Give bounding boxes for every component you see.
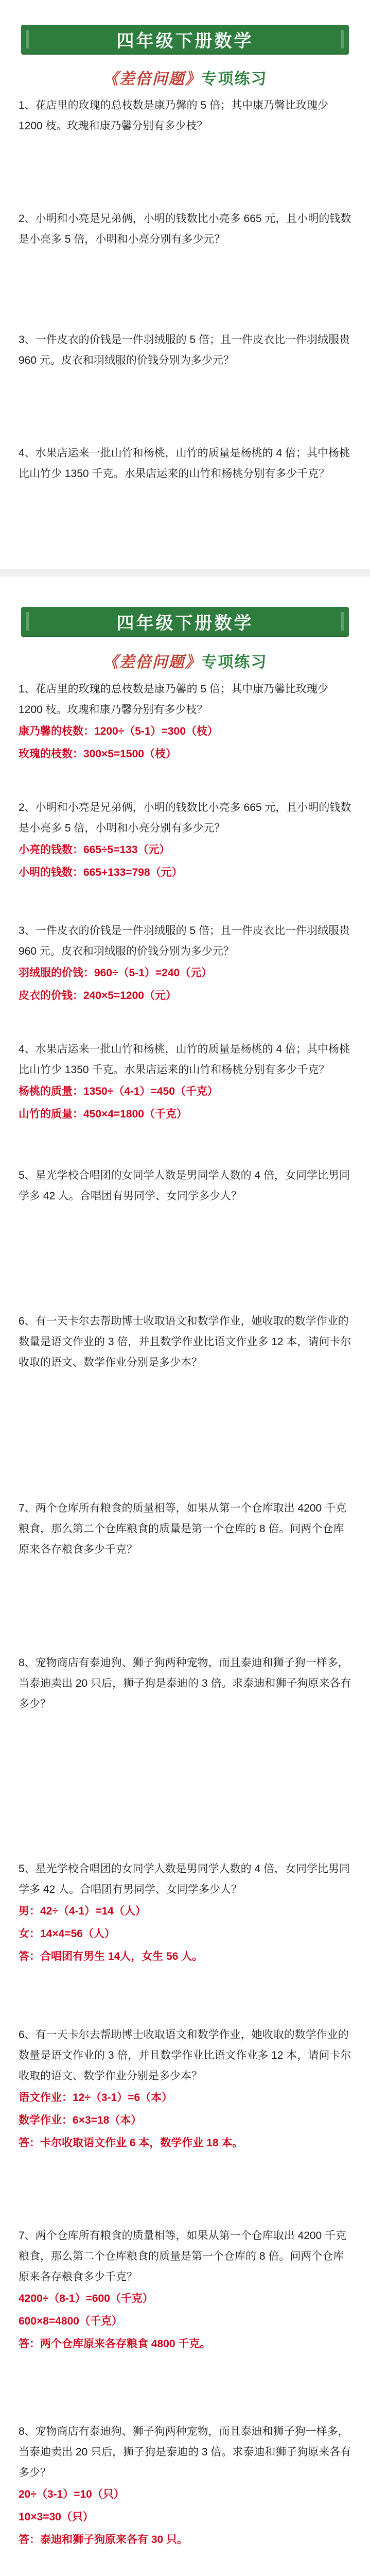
problem-text: 6、有一天卡尔去帮助博士收取语文和数学作业，她收取的数学作业的数量是语文作业的 3 倍，并且数学作业比语文作业多 12 本，请问卡尔收取的语文、数学作业分别是多少本？ bbox=[19, 1315, 351, 1368]
sheet1-subtitle-topic: 《差倍问题》 bbox=[102, 71, 202, 88]
problem-text: 3、一件皮衣的价钱是一件羽绒服的 5 倍；且一件皮衣比一件羽绒服贵 960 元。皮衣和羽绒服的价钱分别为多少元？ bbox=[19, 334, 350, 366]
extra-problem-8 bbox=[19, 1653, 353, 1715]
answer-line: 答：合唱团有男生 14人，女生 56 人。 bbox=[19, 1951, 203, 1962]
sheet1-problem-2 bbox=[19, 209, 353, 250]
extra-problem-6 bbox=[19, 1311, 353, 1373]
extra-problem-5 bbox=[19, 1165, 353, 1207]
answer-line: 20÷（3-1）=10（只） bbox=[19, 2488, 125, 2500]
sheet1-problem-1 bbox=[19, 95, 353, 137]
answer-line: 语文作业：12÷（3-1）=6（本） bbox=[19, 2092, 173, 2104]
problem-text: 5、星光学校合唱团的女同学人数是男同学人数的 4 倍，女同学比男同学多 42 人。合唱团有男同学、女同学多少人？ bbox=[19, 1170, 350, 1202]
problem-text: 2、小明和小亮是兄弟俩，小明的钱数比小亮多 665 元，且小明的钱数是小亮多 5 倍，小明和小亮分别有多少元？ bbox=[19, 802, 351, 834]
sheet2-subtitle bbox=[0, 649, 370, 672]
problem-text: 7、两个仓库所有粮食的质量相等，如果从第一个仓库取出 4200 千克粮食，那么第二个仓库粮食的质量是第一个仓库的 8 倍。问两个仓库原来各存粮食多少千克？ bbox=[19, 1502, 347, 1555]
answer-line: 数学作业：6×3=18（本） bbox=[19, 2114, 142, 2126]
sheet1-subtitle bbox=[0, 66, 370, 89]
extra-answer-7 bbox=[19, 2226, 353, 2355]
answer-line: 4200÷（8-1）=600（千克） bbox=[19, 2293, 153, 2304]
sheet1-banner bbox=[21, 25, 349, 54]
answer-line: 答：卡尔收取语文作业 6 本，数学作业 18 本。 bbox=[19, 2137, 243, 2149]
sheet1-problem-3 bbox=[19, 330, 353, 371]
sheet1-problem-4 bbox=[19, 443, 353, 484]
answer-line: 小明的钱数：665+133=798（元） bbox=[19, 867, 183, 878]
problem-text: 8、宠物商店有泰迪狗、狮子狗两种宠物，而且泰迪和狮子狗一样多，当泰迪卖出 20 只后，狮子狗是泰迪的 3 倍。求泰迪和狮子狗原来各有多少？ bbox=[19, 1657, 351, 1710]
extra-answer-6 bbox=[19, 2025, 353, 2155]
problem-text: 5、星光学校合唱团的女同学人数是男同学人数的 4 倍，女同学比男同学多 42 人。合唱团有男同学、女同学多少人？ bbox=[19, 1863, 350, 1895]
answer-line: 山竹的质量：450×4=1800（千克） bbox=[19, 1108, 187, 1120]
sheet2-banner bbox=[21, 607, 349, 636]
answer-line: 羽绒服的价钱：960÷（5-1）=240（元） bbox=[19, 967, 213, 979]
answer-line: 答：泰迪和狮子狗原来各有 30 只。 bbox=[19, 2534, 188, 2546]
sheet2-banner-title: 四年级下册数学 bbox=[116, 613, 254, 633]
answer-line: 小亮的钱数：665÷5=133（元） bbox=[19, 844, 170, 856]
answer-line: 答：两个仓库原来各存粮食 4800 千克。 bbox=[19, 2338, 211, 2350]
answer-line: 男：42÷（4-1）=14（人） bbox=[19, 1905, 146, 1917]
problem-text: 1、花店里的玫瑰的总枝数是康乃馨的 5 倍；其中康乃馨比玫瑰少 1200 枝。玫瑰和康乃馨分别有多少枝？ bbox=[19, 683, 329, 716]
problem-text: 6、有一天卡尔去帮助博士收取语文和数学作业，她收取的数学作业的数量是语文作业的 3 倍，并且数学作业比语文作业多 12 本，请问卡尔收取的语文、数学作业分别是多少本？ bbox=[19, 2029, 351, 2082]
sheet2-subtitle-topic: 《差倍问题》 bbox=[102, 654, 202, 671]
answer-line: 女：14×4=56（人） bbox=[19, 1928, 115, 1940]
answer-line: 玫瑰的枝数：300×5=1500（枝） bbox=[19, 748, 177, 760]
sheet2-problem-2 bbox=[19, 798, 353, 884]
problem-text: 3、一件皮衣的价钱是一件羽绒服的 5 倍；且一件皮衣比一件羽绒服贵 960 元。皮衣和羽绒服的价钱分别为多少元？ bbox=[19, 925, 350, 957]
extra-problem-7 bbox=[19, 1498, 353, 1560]
answer-line: 杨桃的质量：1350÷（4-1）=450（千克） bbox=[19, 1086, 218, 1097]
problem-text: 7、两个仓库所有粮食的质量相等，如果从第一个仓库取出 4200 千克粮食，那么第二个仓库粮食的质量是第一个仓库的 8 倍。问两个仓库原来各存粮食多少千克？ bbox=[19, 2230, 347, 2283]
answer-line: 600×8=4800（千克） bbox=[19, 2315, 122, 2327]
sheet1-banner-title: 四年级下册数学 bbox=[116, 31, 254, 51]
extra-answer-5 bbox=[19, 1859, 353, 1968]
sheet1-subtitle-practice: 专项练习 bbox=[201, 71, 268, 88]
problem-text: 4、水果店运来一批山竹和杨桃，山竹的质量是杨桃的 4 倍；其中杨桃比山竹少 1350 千克。水果店运来的山竹和杨桃分别有多少千克？ bbox=[19, 1043, 350, 1076]
sheet2-problem-4 bbox=[19, 1039, 353, 1126]
problem-text: 1、花店里的玫瑰的总枝数是康乃馨的 5 倍；其中康乃馨比玫瑰少 1200 枝。玫瑰和康乃馨分别有多少枝？ bbox=[19, 99, 329, 132]
problem-text: 2、小明和小亮是兄弟俩，小明的钱数比小亮多 665 元，且小明的钱数是小亮多 5 倍，小明和小亮分别有多少元？ bbox=[19, 213, 351, 245]
answer-line: 皮衣的价钱：240×5=1200（元） bbox=[19, 990, 177, 1002]
section-separator bbox=[0, 569, 370, 577]
problem-text: 8、宠物商店有泰迪狗、狮子狗两种宠物，而且泰迪和狮子狗一样多，当泰迪卖出 20 只后，狮子狗是泰迪的 3 倍。求泰迪和狮子狗原来各有多少？ bbox=[19, 2426, 351, 2479]
answer-line: 10×3=30（只） bbox=[19, 2511, 94, 2523]
sheet2-subtitle-practice: 专项练习 bbox=[201, 654, 268, 671]
sheet2-problem-3 bbox=[19, 921, 353, 1007]
answer-line: 康乃馨的枝数：1200÷（5-1）=300（枝） bbox=[19, 725, 218, 737]
sheet2-problem-1 bbox=[19, 679, 353, 766]
extra-answer-8 bbox=[19, 2421, 353, 2551]
problem-text: 4、水果店运来一批山竹和杨桃，山竹的质量是杨桃的 4 倍；其中杨桃比山竹少 1350 千克。水果店运来的山竹和杨桃分别有多少千克？ bbox=[19, 447, 350, 480]
